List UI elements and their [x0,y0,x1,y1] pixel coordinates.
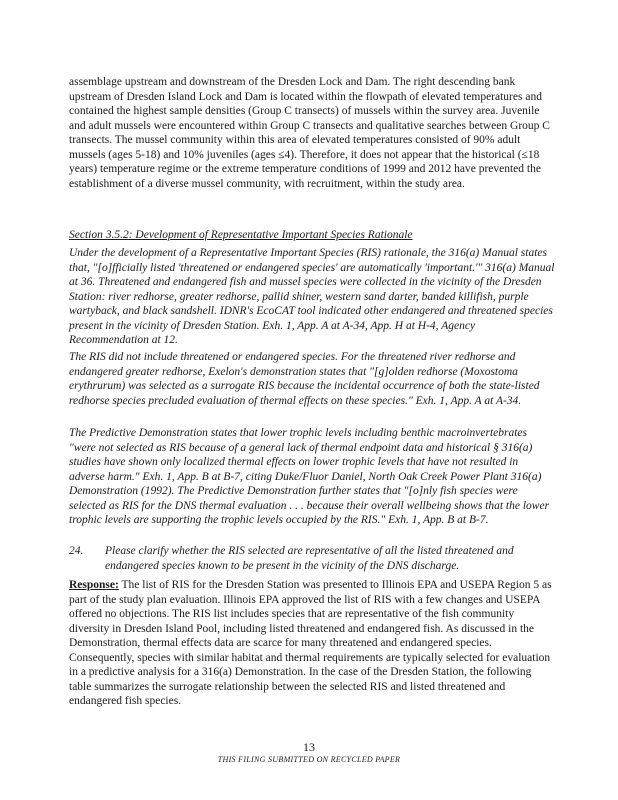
response-label: Response: [69,579,119,591]
question-number: 24. [69,545,84,557]
response-text: The list of RIS for the Dresden Station was presented to Illinois EPA and USEPA Region 5 as part of the study plan evaluation. Illinois EPA approved the list of RIS with a few changes and USEPA offered no objections. The RIS list includes species that are representative of the fish community diversity in Dresden Island Pool, including listed threatened and endangered fish. As discussed in the Demonstration, thermal effects data are scarce for many threatened and endangered species. Consequently, species with similar habitat and thermal requirements are typically selected for evaluation in a predictive analysis for a 316(a) Demonstration. In the case of the Dresden Station, the following table summarizes the surrogate relationship between the selected RIS and listed threatened and endangered fish species. [69,579,552,707]
question-text: Please clarify whether the RIS selected are representative of all the listed threatened and endangered species known to be present in the vicinity of the DNS discharge. [105,545,514,572]
page-number: 13 [303,740,315,754]
footer-recycled-note: THIS FILING SUBMITTED ON RECYCLED PAPER [217,755,401,764]
paragraph-predictive-demonstration: The Predictive Demonstration states that lower trophic levels including benthic macroinvertebrates "were not selected as RIS because of a general lack of thermal endpoint data and historical § 316(a) studies have shown only localized thermal effects on lower trophic levels that have not resulted in adverse harm." Exh. 1, App. B at B-7, citing Duke/Fluor Daniel, North Oak Creek Power Plant 316(a) Demonstration (1992). The Predictive Demonstration further states that "[o]nly fish species were selected as RIS for the DNS thermal evaluation . . . because their overall wellbeing shows that the lower trophic levels are supporting the trophic levels occupied by the RIS." Exh. 1, App. B at B-7. [69,427,550,526]
paragraph-ris-rationale: Under the development of a Representative Important Species (RIS) rationale, the 316(a) Manual states that, "[o]fficially listed 'threatened or endangered species' are automatically 'important.'" 316(a) Manual at 36. Threatened and endangered fish and mussel species were collected in the vicinity of the Dresden Station: river redhorse, greater redhorse, pallid shiner, western sand darter, banded killifish, purple wartyback, and black sandshell. IDNR's EcoCAT tool indicated other endangered and threatened species present in the vicinity of Dresden Station. Exh. 1, App. A at A-34, App. H at H-4, Agency Recommendation at 12. [69,247,555,346]
section-heading: Section 3.5.2: Development of Representative Important Species Rationale [69,229,413,241]
response-paragraph [69,578,555,709]
paragraph-ris-threatened: The RIS did not include threatened or endangered species. For the threatened river redhorse and endangered greater redhorse, Exelon's demonstration states that "[g]olden redhorse (Moxostoma erythrurum) was selected as a surrogate RIS because the incidental occurrence of both the state-listed redhorse species precluded evaluation of thermal effects on these species." Exh. 1, App. A at A-34. [69,351,540,407]
paragraph-mussel-assemblage: assemblage upstream and downstream of the Dresden Lock and Dam. The right descending bank upstream of Dresden Island Lock and Dam is located within the flowpath of elevated temperatures and contained the highest sample densities (Group C transects) of mussels within the survey area. Juvenile and adult mussels were encountered within Group C transects and qualitative searches between Group C transects. The mussel community within this area of elevated temperatures consisted of 90% adult mussels (ages 5-18) and 10% juveniles (ages ≤4). Therefore, it does not appear that the historical (≤18 years) temperature regime or the extreme temperature conditions of 1999 and 2012 have prevented the establishment of a diverse mussel community, with recruitment, within the study area. [69,76,550,190]
